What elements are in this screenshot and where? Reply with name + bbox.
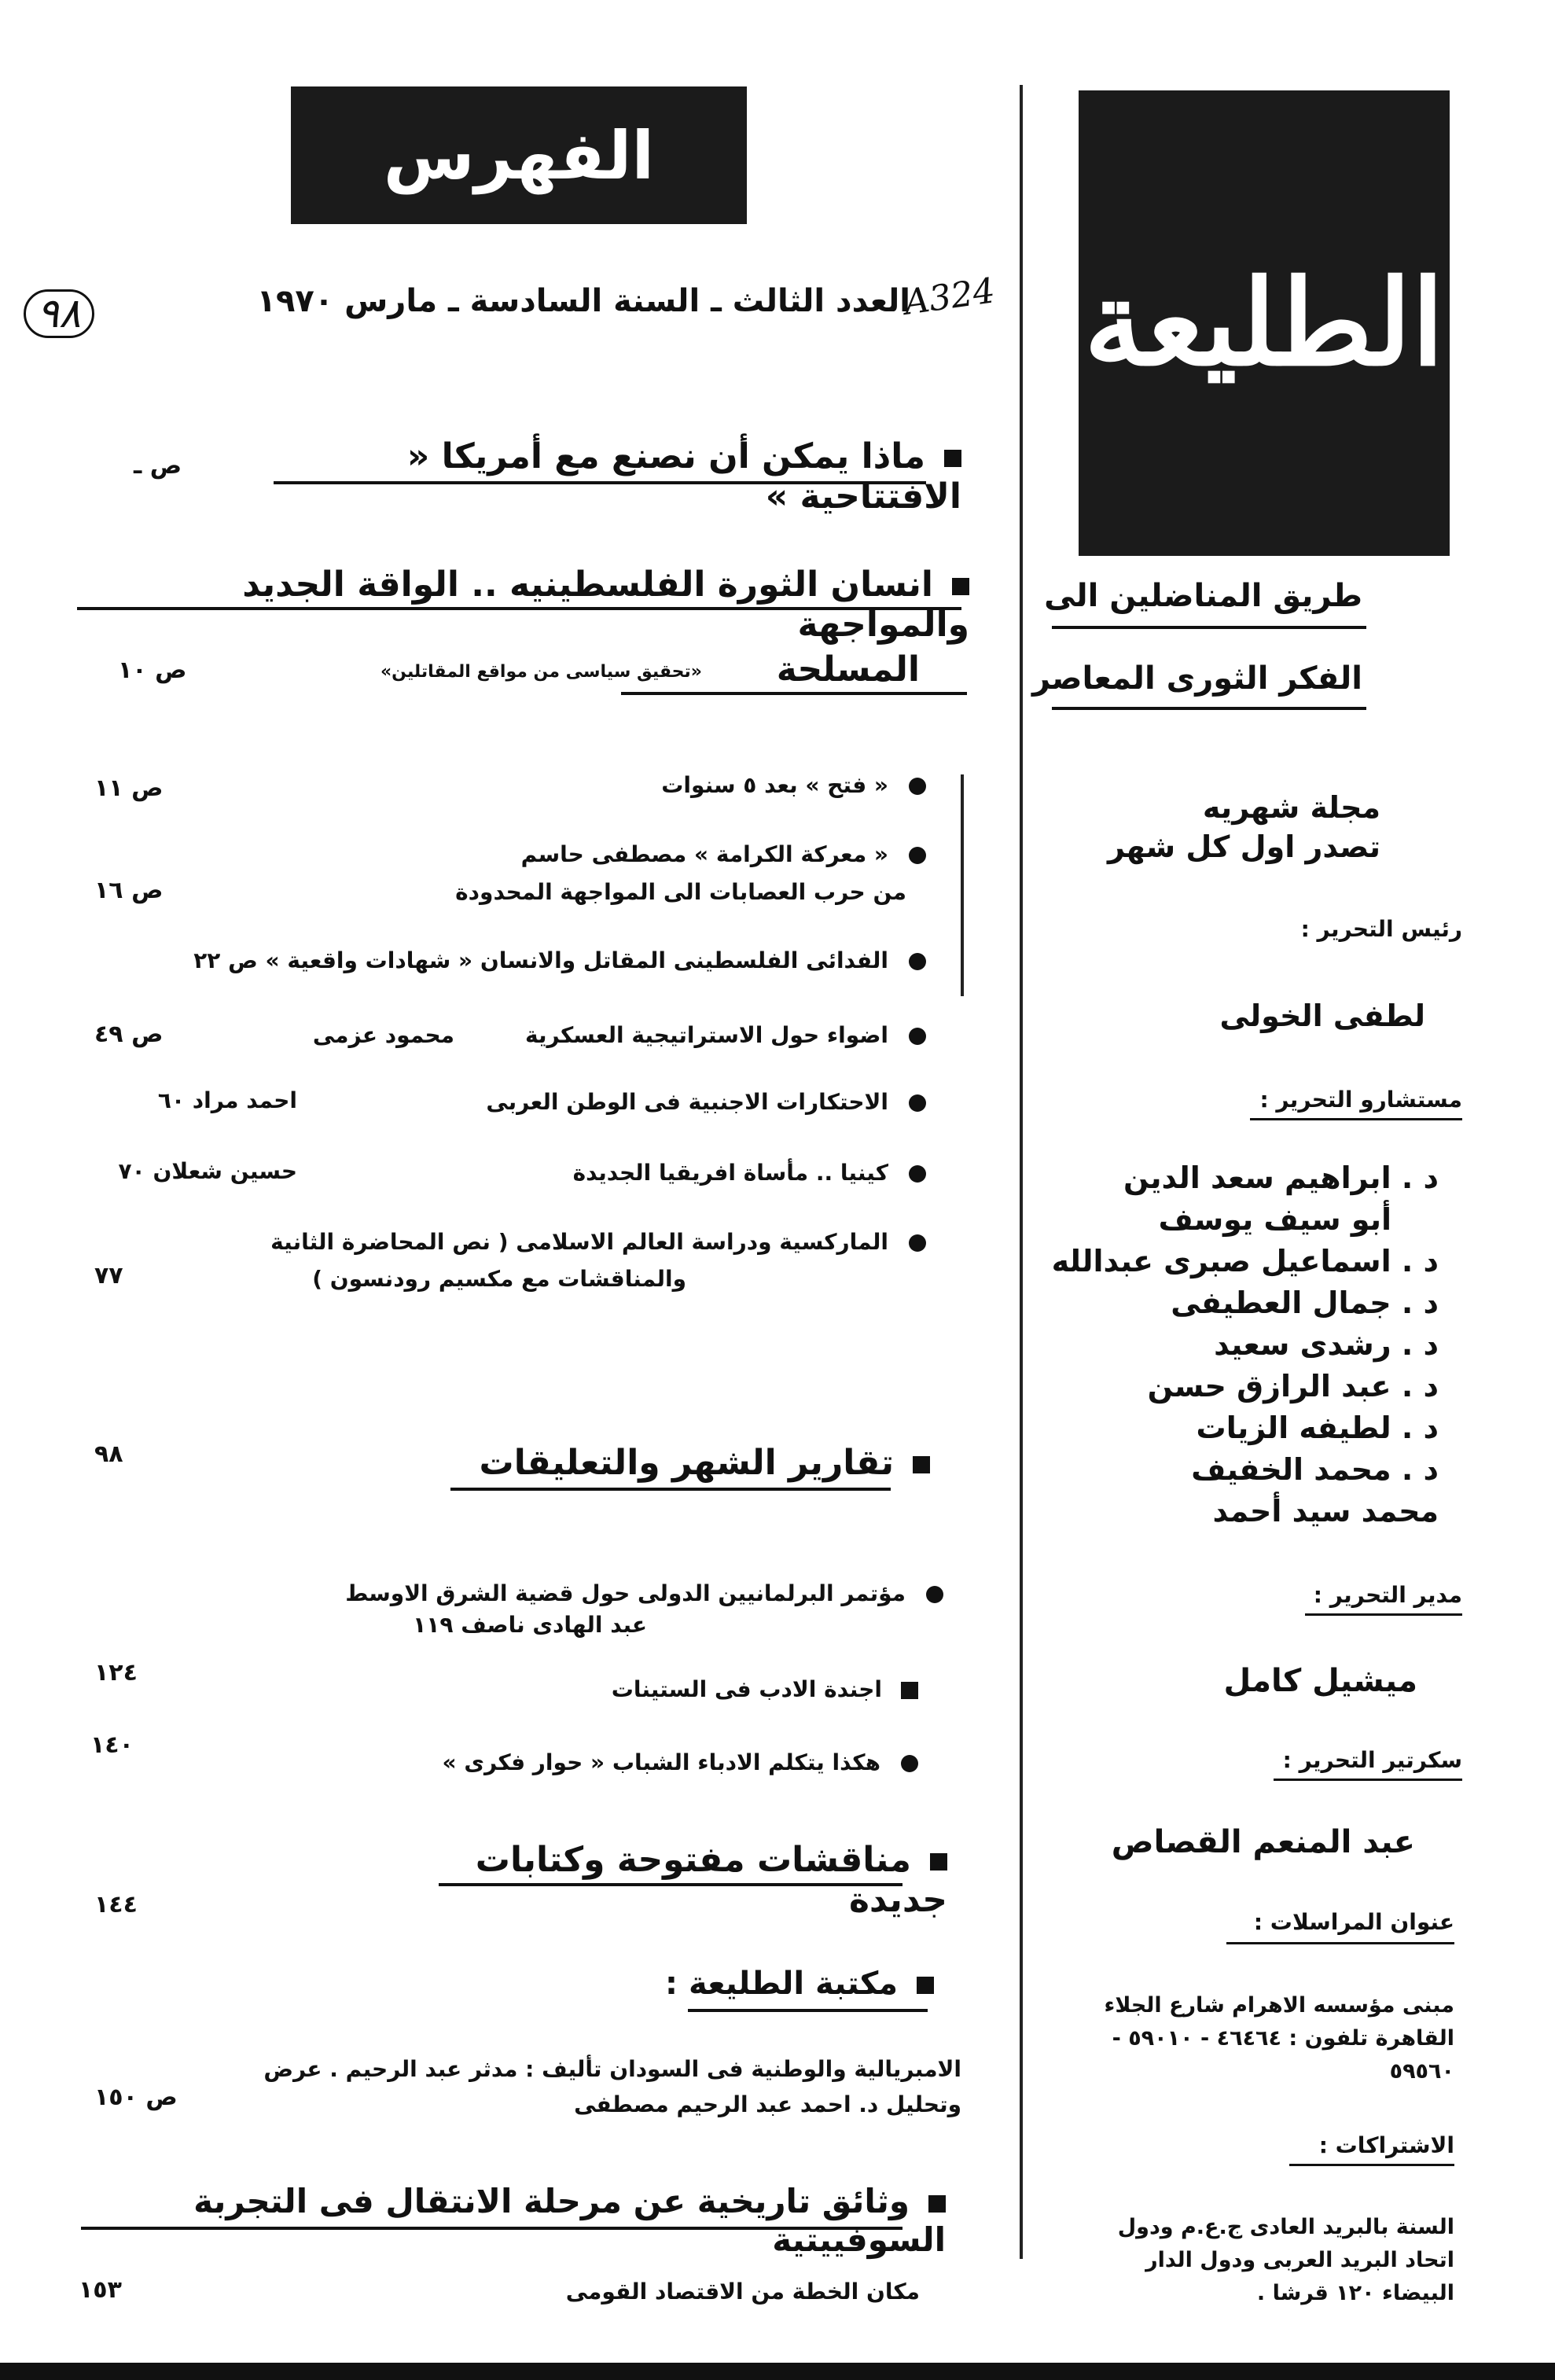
subscriptions-line-1: السنة بالبريد العادى ج.ع.م ودول (1117, 2215, 1454, 2239)
manager-label: مدير التحرير : (1313, 1582, 1462, 1608)
square-bullet-icon (944, 450, 961, 467)
report-item-line-2: عبد الهادى ناصف ١١٩ (413, 1612, 647, 1638)
library-title: مكتبة الطليعة : (541, 1966, 934, 2002)
advisor-4: د . جمال العطيفى (1171, 1286, 1439, 1320)
bullet-icon (926, 1586, 943, 1603)
list-item: الاحتكارات الاجنبية فى الوطن العربى (439, 1089, 926, 1115)
reports-title: تقارير الشهر والتعليقات (458, 1443, 930, 1483)
tagline-line-1: طريق المناضلين الى (1044, 578, 1362, 614)
advisors-list (998, 1157, 1439, 1532)
item-page: ص ٤٩ (94, 1021, 164, 1048)
address-line-1: مبنى مؤسسه الاهرام شارع الجلاء (1104, 1993, 1454, 2018)
square-bullet-icon (928, 2195, 946, 2213)
secretary-label: سكرتير التحرير : (1282, 1747, 1462, 1773)
subscriptions-line-2: اتحاد البريد العربى ودول الدار (1145, 2248, 1454, 2272)
palestine-page: ص ١٠ (118, 657, 187, 684)
advisor-2: أبو سيف يوسف (1158, 1202, 1391, 1237)
square-bullet-icon (901, 1682, 918, 1699)
advisors-label: مستشارو التحرير : (1259, 1087, 1462, 1113)
address-line-2: القاهرة تلفون : ٤٦٤٦٤ - ٥٩٠١٠ - (1112, 2026, 1454, 2051)
item-page: ٧٧ (94, 1262, 123, 1289)
manager-name: ميشيل كامل (1223, 1663, 1417, 1699)
report-item: اجندة الادب فى الستينات (368, 1676, 918, 1702)
list-item: كينيا .. مأساة افريقيا الجديدة (439, 1160, 926, 1186)
documents-line-1: مكان الخطة من الاقتصاد القومى (565, 2279, 920, 2305)
report-item-page: ١٢٤ (94, 1659, 138, 1687)
list-item: اضواء حول الاستراتيجية العسكرية (439, 1022, 926, 1048)
advisor-9: محمد سيد أحمد (1212, 1494, 1439, 1528)
index-title: الفهرس (383, 116, 655, 194)
list-item: الفدائى الفلسطينى المقاتل والانسان « شهادات واقعية » ص ٢٢ (101, 947, 926, 973)
list-item: « معركة الكرامة » مصطفى حاسم (219, 841, 926, 867)
advisor-6: د . عبد الرازق حسن (1147, 1369, 1439, 1403)
subscriptions-block (1014, 2211, 1454, 2310)
palestine-subtitle: «تحقيق سياسى من مواقع المقاتلين» (380, 662, 702, 682)
subscriptions-line-3: البيضاء ١٢٠ قرشا . (1256, 2281, 1454, 2305)
advisor-8: د . محمد الخفيف (1191, 1452, 1439, 1487)
list-item: الماركسية ودراسة العالم الاسلامى ( نص المحاضرة الثانية (219, 1229, 926, 1255)
subscriptions-label: الاشتراكات : (1318, 2132, 1454, 2158)
magazine-type-2: تصدر اول كل شهر (1108, 830, 1380, 864)
handwritten-number: ٩٨ (24, 289, 94, 338)
handwritten-code: A324 (902, 270, 998, 323)
bullet-icon (901, 1755, 918, 1772)
reports-page: ٩٨ (94, 1440, 123, 1468)
square-bullet-icon (952, 578, 969, 595)
chief-editor-label: رئيس التحرير : (1300, 916, 1462, 942)
discussions-title: مناقشات مفتوحة وكتابات جديدة (475, 1840, 947, 1920)
square-bullet-icon (930, 1853, 947, 1871)
item-author: احمد مراد ٦٠ (157, 1087, 297, 1113)
bullet-icon (909, 1094, 926, 1112)
report-item-page: ١٤٠ (90, 1731, 134, 1759)
advisor-5: د . رشدى سعيد (1214, 1327, 1439, 1362)
logo-text: الطليعة (1083, 254, 1445, 392)
library-line-2: وتحليل د. احمد عبد الرحيم مصطفى (574, 2091, 961, 2117)
palestine-title-2: المسلحة (776, 649, 920, 690)
item-page: ص ١٦ (94, 877, 164, 904)
item-author: حسين شعلان ٧٠ (118, 1158, 297, 1184)
address-line-3: ٥٩٥٦٠ (1389, 2059, 1454, 2084)
documents-page: ١٥٣ (79, 2276, 122, 2304)
library-line-1: الامبريالية والوطنية فى السودان تأليف : مدثر عبد الرحيم . عرض (263, 2056, 961, 2082)
chief-editor-name: لطفى الخولى (1219, 999, 1425, 1033)
documents-title: وثائق تاريخية عن مرحلة الانتقال فى التجربة السوفييتية (193, 2182, 946, 2259)
address-label: عنوان المراسلات : (1253, 1909, 1454, 1935)
discussions-page: ١٤٤ (94, 1891, 138, 1918)
square-bullet-icon (917, 1977, 934, 1994)
tagline-line-2: الفكر الثورى المعاصر (1031, 660, 1362, 697)
advisor-7: د . لطيفه الزيات (1196, 1411, 1439, 1445)
editorial-title: ماذا يمكن أن نصنع مع أمريكا « الافتتاحية » (406, 436, 961, 517)
editorial-page: ص ـ (134, 452, 182, 480)
list-item-line-2: والمناقشات مع مكسيم رودنسون ) (312, 1266, 686, 1292)
scan-bottom-edge (0, 2363, 1555, 2380)
bullet-icon (909, 1028, 926, 1045)
bullet-icon (909, 1234, 926, 1252)
item-page: ص ١١ (94, 774, 164, 802)
magazine-type-1: مجلة شهريه (1202, 790, 1380, 825)
bullet-icon (909, 1165, 926, 1183)
bullet-icon (909, 953, 926, 970)
address-block (1014, 1989, 1454, 2088)
palestine-title-1: انسان الثورة الفلسطينيه .. الواقة الجديد والمواجهة (242, 565, 969, 645)
advisor-1: د . ابراهيم سعد الدين (1123, 1161, 1439, 1195)
report-item: هكذا يتكلم الادباء الشباب « حوار فكرى » (289, 1749, 918, 1775)
bullet-icon (909, 847, 926, 864)
column-divider (1020, 85, 1023, 2259)
issue-line: العدد الثالث ـ السنة السادسة ـ مارس ١٩٧٠ (256, 283, 910, 319)
library-page: ص ١٥٠ (94, 2084, 178, 2111)
list-item-line-2: من حرب العصابات الى المواجهة المحدودة (455, 879, 906, 905)
report-item: مؤتمر البرلمانيين الدولى حول قضية الشرق الاوسط (236, 1580, 943, 1606)
square-bullet-icon (913, 1456, 930, 1473)
masthead-logo (1079, 90, 1450, 556)
item-author: محمود عزمى (312, 1022, 454, 1048)
secretary-name: عبد المنعم القصاص (1111, 1824, 1415, 1860)
advisor-3: د . اسماعيل صبرى عبدالله (1051, 1244, 1439, 1278)
bullet-icon (909, 778, 926, 795)
list-item: « فتح » بعد ٥ سنوات (219, 772, 926, 798)
index-title-box (291, 86, 747, 224)
